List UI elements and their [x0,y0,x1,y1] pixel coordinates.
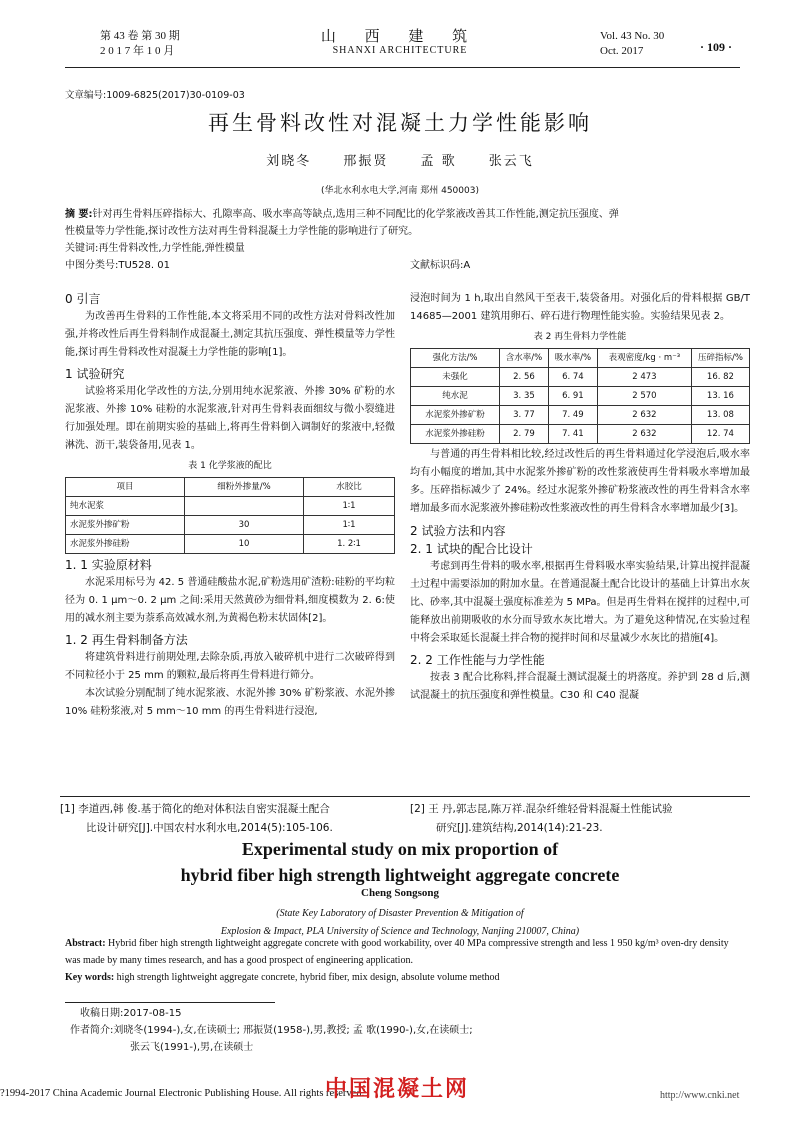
english-keywords: Key words: high strength lightweight aggregate concrete, hybrid fiber, mix design, absolute volume method [65,972,500,983]
section-heading: 2 试验方法和内容 [410,524,506,538]
table-header: 项目 [66,478,185,497]
document-code: 文献标识码:A [410,260,471,271]
paragraph: 考虑到再生骨料的吸水率,根据再生骨料吸水率实验结果,计算出搅拌混凝土过程中需要添加的附加水量。在普通混凝土配合比设计的基础上计算出水灰比、砂率,其中混凝土强度标准差为 5 MPa。但是再生骨料在搅拌的过程中,可能释放出前期吸收的水分而导致水灰比增大。为了避免这种情况,在实验过程中将会采取延长混凝土拌合物的搅拌时间和尽量减少水灰比的措施[4]。 [410,561,750,644]
table-caption: 表 2 再生骨料力学性能 [533,332,627,342]
table-row: 水泥浆外掺矿粉 30 1∶1 [66,516,395,535]
paragraph: 试验将采用化学改性的方法,分别用纯水泥浆液、外掺 30% 矿粉的水泥浆液、外掺 10% 硅粉的水泥浆液,针对再生骨料表面细纹与微小裂缝进行加强处理。即在前期实验的基础上,将再生骨料倒入调制好的浆液中,轻微淋洗、沥干,装袋备用,见表 1。 [65,386,395,451]
table-header: 水胶比 [304,478,395,497]
table-header: 压碎指标/% [691,349,749,368]
abstract-label: 摘 要: [65,209,93,220]
volume-issue-en: Vol. 43 No. 30 [600,30,665,42]
author-name: 张云飞 [488,154,534,169]
english-abstract [65,935,745,986]
section-heading: 0 引言 [65,292,101,306]
date-cn: 2 0 1 7 年 1 0 月 [100,45,175,57]
cnki-url: http://www.cnki.net [660,1090,740,1101]
affiliation: (华北水利水电大学,河南 郑州 450003) [321,186,479,196]
footnote [70,1005,473,1056]
author-name: 邢振贤 [343,154,389,169]
footnote-rule [65,1002,275,1003]
journal-name-cn: 山 西 建 筑 [320,27,480,45]
header-volume [100,29,180,59]
subsection-heading: 1. 2 再生骨料制备方法 [65,633,188,647]
subsection-heading: 1. 1 实验原材料 [65,558,152,572]
journal-name-en: SHANXI ARCHITECTURE [332,45,468,56]
author-name: 刘晓冬 [266,154,312,169]
keywords: 关键词:再生骨料改性,力学性能,弹性模量 [65,243,245,254]
subsection-heading: 2. 2 工作性能与力学性能 [410,653,545,667]
table-header: 细粉外掺量/% [185,478,304,497]
header-volume-en [600,29,664,59]
table-header-row [66,478,395,497]
left-column [65,290,395,721]
english-title: Experimental study on mix proportion of hybrid fiber high strength lightweight aggregate concrete [180,839,620,885]
english-affiliation: (State Key Laboratory of Disaster Prevention & Mitigation of Explosion & Impact, PLA University of Science and Technology, Nanjing 210007, China) [220,908,580,937]
paragraph: 与普通的再生骨料相比较,经过改性后的再生骨料通过化学浸泡后,吸水率均有小幅度的增加,其中水泥浆外掺矿粉的改性浆液使再生骨料吸水率增加最多。压碎指标减少了 24%。经过水泥浆外掺矿粉浆液改性的再生骨料含水率增加最多而水泥浆液外掺硅粉改性浆液改性的再生骨料含水率增加最少[3]。 [410,449,750,514]
references-rule [60,796,750,797]
author-bio: 作者简介:刘晓冬(1994-),女,在读硕士; 邢振贤(1958-),男,教授; 孟 歌(1990-),女,在读硕士; [70,1025,473,1036]
abstract-block [65,206,740,274]
table-row: 水泥浆外掺矿粉 3. 77 7. 49 2 632 13. 08 [411,406,750,425]
right-column [410,290,750,705]
paper-title: 再生骨料改性对混凝土力学性能影响 [208,111,592,135]
table-row: 未强化 2. 56 6. 74 2 473 16. 82 [411,368,750,387]
paragraph: 将建筑骨料进行前期处理,去除杂质,再放入破碎机中进行二次破碎得到不同粒径小于 25 mm 的颗粒,最后将再生骨料进行筛分。 [65,652,395,681]
table-caption: 表 1 化学浆液的配比 [188,461,272,471]
watermark: 中国混凝土网 [325,1077,470,1102]
received-date: 收稿日期:2017-08-15 [80,1008,182,1019]
paragraph: 按表 3 配合比称料,拌合混凝土测试混凝土的坍落度。养护到 28 d 后,测试混凝土的抗压强度和弹性模量。C30 和 C40 混凝 [410,672,750,701]
date-en: Oct. 2017 [600,45,644,57]
author-list [0,150,800,169]
english-abstract-text: Abstract: Hybrid fiber high strength lightweight aggregate concrete with good workability, over 40 MPa compressive strength and less 1 950 kg/m³ oven-dry density was made by many times research, and has a good prospect of engineering application. [65,938,729,966]
author-name: 孟 歌 [420,154,457,169]
copyright-line: ?1994-2017 China Academic Journal Electronic Publishing House. All rights reserved. [0,1088,365,1099]
abstract-text-cont: 性模量等力学性能,探讨改性方法对再生骨料混凝土力学性能的影响进行了研究。 [65,226,419,237]
table-row: 水泥浆外掺硅粉 10 1. 2∶1 [66,535,395,554]
table-header: 吸水率/% [548,349,597,368]
section-heading: 1 试验研究 [65,367,125,381]
table-aggregate-properties [410,348,750,444]
paragraph: 水泥采用标号为 42. 5 普通硅酸盐水泥,矿粉选用矿渣粉:硅粉的平均粒径为 0. 1 μm～0. 2 μm 之间:采用天然黄砂为细骨料,细度模数为 2. 6:使用的减水剂主要为萘系高效减水剂,为黄褐色粉末状固体[2]。 [65,577,395,624]
subsection-heading: 2. 1 试块的配合比设计 [410,542,533,556]
table-header: 含水率/% [500,349,549,368]
paragraph: 浸泡时间为 1 h,取出自然风干至表干,装袋备用。对强化后的骨料根据 GB/T 14685—2001 建筑用卵石、碎石进行物理性能实验。实验结果见表 2。 [410,293,750,322]
table-row: 纯水泥 3. 35 6. 91 2 570 13. 16 [411,387,750,406]
header-journal [300,28,500,57]
table-header: 强化方法/% [411,349,500,368]
paragraph: 本次试验分别配制了纯水泥浆液、水泥外掺 30% 矿粉浆液、水泥外掺 10% 硅粉浆液,对 5 mm～10 mm 的再生骨料进行浸泡, [65,688,395,717]
volume-issue-cn: 第 43 卷 第 30 期 [100,30,180,42]
reference-2: [2] 王 丹,郭志昆,陈万祥.混杂纤维轻骨料混凝土性能试验 研究[J].建筑结构,2014(14):21-23. [410,803,673,834]
table-header-row [411,349,750,368]
reference-1: [1] 李道西,韩 俊.基于简化的绝对体积法自密实混凝土配合 比设计研究[J].中国农村水利水电,2014(5):105-106. [60,803,333,834]
table-row: 水泥浆外掺硅粉 2. 79 7. 41 2 632 12. 74 [411,425,750,444]
clc-number: 中图分类号:TU528. 01 [65,260,170,271]
article-number: 文章编号:1009-6825(2017)30-0109-03 [65,90,245,101]
table-header: 表观密度/kg · m⁻³ [597,349,691,368]
english-author: Cheng Songsong [361,887,439,899]
header-rule [65,67,740,68]
paragraph: 为改善再生骨料的工作性能,本文将采用不同的改性方法对骨料改性加强,并将改性后再生骨料制作成混凝土,测定其抗压强度、弹性模量等力学性能,探讨再生骨料改性对混凝土力学性能的影响[1]。 [65,311,395,358]
abstract-text: 摘 要:针对再生骨料压碎指标大、孔隙率高、吸水率高等缺点,选用三种不同配比的化学浆液改善其工作性能,测定抗压强度、弹 [65,209,619,220]
author-bio: 张云飞(1991-),男,在读硕士 [130,1042,254,1053]
table-mix-ratio [65,477,395,554]
page-number: · 109 · [700,40,733,54]
table-row: 纯水泥浆 1∶1 [66,497,395,516]
